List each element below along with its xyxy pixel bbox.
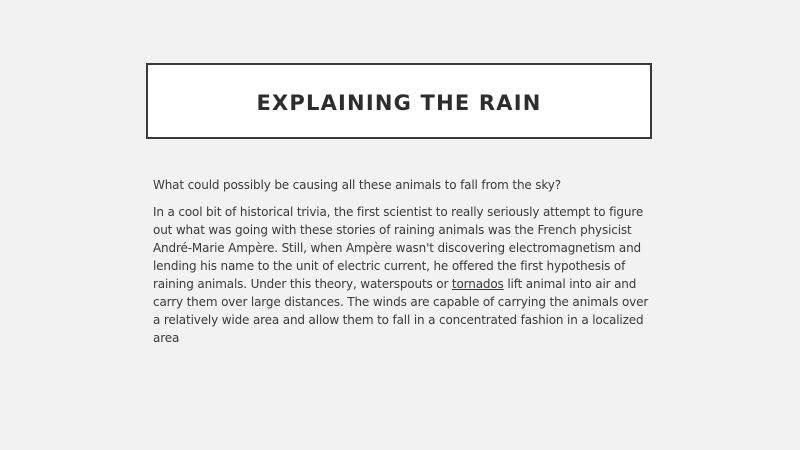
paragraph-text-after-link: lift animal into air and carry them over large distances. The winds are capable of carrying the animals over a relatively wide area and allow them to fall in a concentrated fashion in a localized area [153,277,649,345]
paragraph-text-before-link: In a cool bit of historical trivia, the first scientist to really seriously attempt to figure out what was going with these stories of raining animals was the French physicist André-Marie Ampère. Still, when Ampère wasn't discovering electromagnetism and lending his name to the unit of electric current, he offered the first hypothesis of raining animals. Under this theory, waterspouts or [153,205,644,291]
trivia-paragraph [153,203,653,347]
title-box [146,63,652,139]
tornados-link[interactable]: tornados [451,277,504,291]
question-paragraph: What could possibly be causing all these animals to fall from the sky? [153,178,561,192]
body-text-area [153,176,653,347]
slide-title: EXPLAINING THE RAIN [256,91,542,115]
